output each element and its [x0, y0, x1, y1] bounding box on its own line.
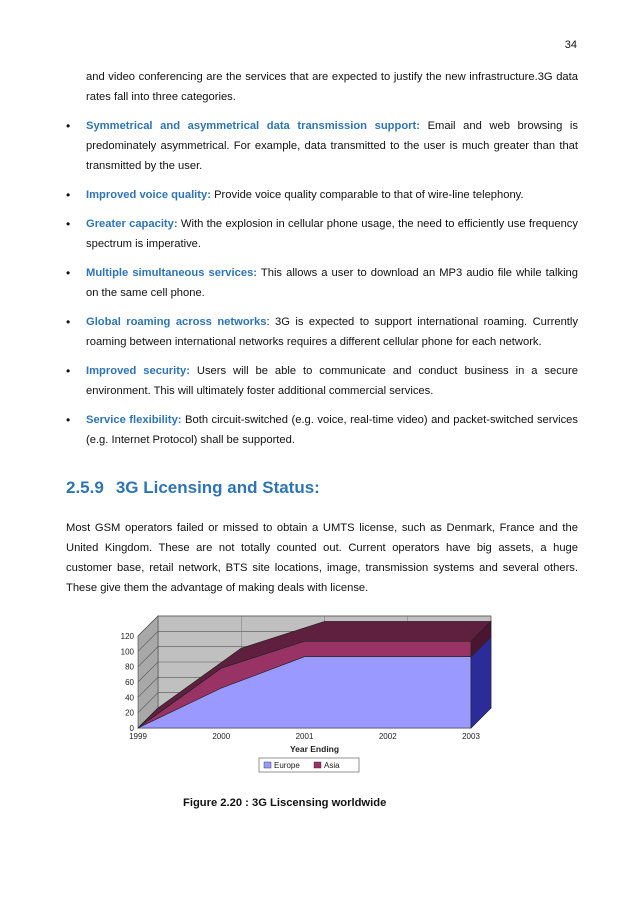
bullet-term: Global roaming across networks: [86, 316, 267, 328]
bullet-text: Provide voice quality comparable to that of wire-line telephony.: [210, 189, 524, 201]
bullet-item: [66, 312, 578, 352]
legend-swatch-asia: [314, 762, 321, 768]
page-number: 34: [564, 39, 577, 51]
licensing-chart: [96, 612, 506, 782]
x-tick-label: 2001: [295, 732, 314, 741]
bullet-text: : 3G is expected to support international roaming. Currently roaming between international networks requires a different cellular phone for each network.: [86, 316, 578, 348]
y-tick-label: 0: [129, 724, 134, 733]
x-axis-title: Year Ending: [289, 744, 340, 754]
bullet-item: [66, 116, 578, 176]
section-number: 2.5.9: [66, 478, 104, 497]
y-tick-label: 100: [120, 647, 134, 657]
legend-label-europe: Europe: [274, 761, 300, 770]
figure-caption: Figure 2.20 : 3G Liscensing worldwide: [183, 797, 387, 809]
y-tick-label: 40: [125, 693, 134, 703]
x-tick-label: 2003: [462, 732, 480, 741]
bullet-term: Symmetrical and asymmetrical data transmission support:: [86, 120, 420, 132]
bullet-text: With the explosion in cellular phone usage, the need to efficiently use frequency spectrum is imperative.: [86, 218, 578, 250]
y-tick-label: 120: [120, 632, 134, 641]
section-heading: [66, 478, 320, 498]
bullet-text: Both circuit-switched (e.g. voice, real-time video) and packet-switched services (e.g. Internet Protocol) shall be supported.: [86, 414, 578, 446]
legend-swatch-europe: [264, 762, 271, 768]
bullet-term: Improved voice quality:: [86, 189, 211, 201]
section-title: 3G Licensing and Status:: [115, 478, 320, 497]
bullet-item: [66, 185, 578, 205]
bullet-term: Service flexibility:: [86, 414, 182, 426]
bullet-item: [66, 410, 578, 450]
bullet-item: [66, 214, 578, 254]
y-tick-label: 60: [125, 678, 134, 687]
bullet-item: [66, 361, 578, 401]
bullet-text: Users will be able to communicate and conduct business in a secure environment. This will ultimately foster additional commercial services.: [86, 365, 578, 397]
y-tick-label: 80: [125, 662, 134, 672]
legend-label-asia: Asia: [324, 761, 340, 770]
bullet-item: [66, 263, 578, 303]
licensing-paragraph: Most GSM operators failed or missed to obtain a UMTS license, such as Denmark, France and the United Kingdom. These are not totally counted out. Current operators have big assets, a huge customer base, retail network, BTS site locations, image, transmission systems and several others. These give them the advantage of making deals with license.: [66, 522, 578, 594]
bullet-text: Email and web browsing is predominately asymmetrical. For example, data transmitted to the user is much greater than that transmitted by the user.: [86, 120, 578, 172]
y-tick-label: 20: [125, 708, 134, 718]
x-tick-label: 2000: [212, 732, 231, 741]
x-tick-label: 2002: [378, 732, 397, 741]
feature-bullet-list: [66, 116, 578, 459]
bullet-term: Greater capacity:: [86, 218, 178, 230]
bullet-text: This allows a user to download an MP3 audio file while talking on the same cell phone.: [86, 267, 578, 299]
bullet-term: Improved security:: [86, 365, 190, 377]
x-tick-label: 1999: [129, 732, 147, 741]
bullet-term: Multiple simultaneous services:: [86, 267, 258, 279]
continuation-paragraph: and video conferencing are the services that are expected to justify the new infrastructure.3G data rates fall into three categories.: [86, 71, 578, 103]
area-chart-svg: [96, 612, 506, 782]
